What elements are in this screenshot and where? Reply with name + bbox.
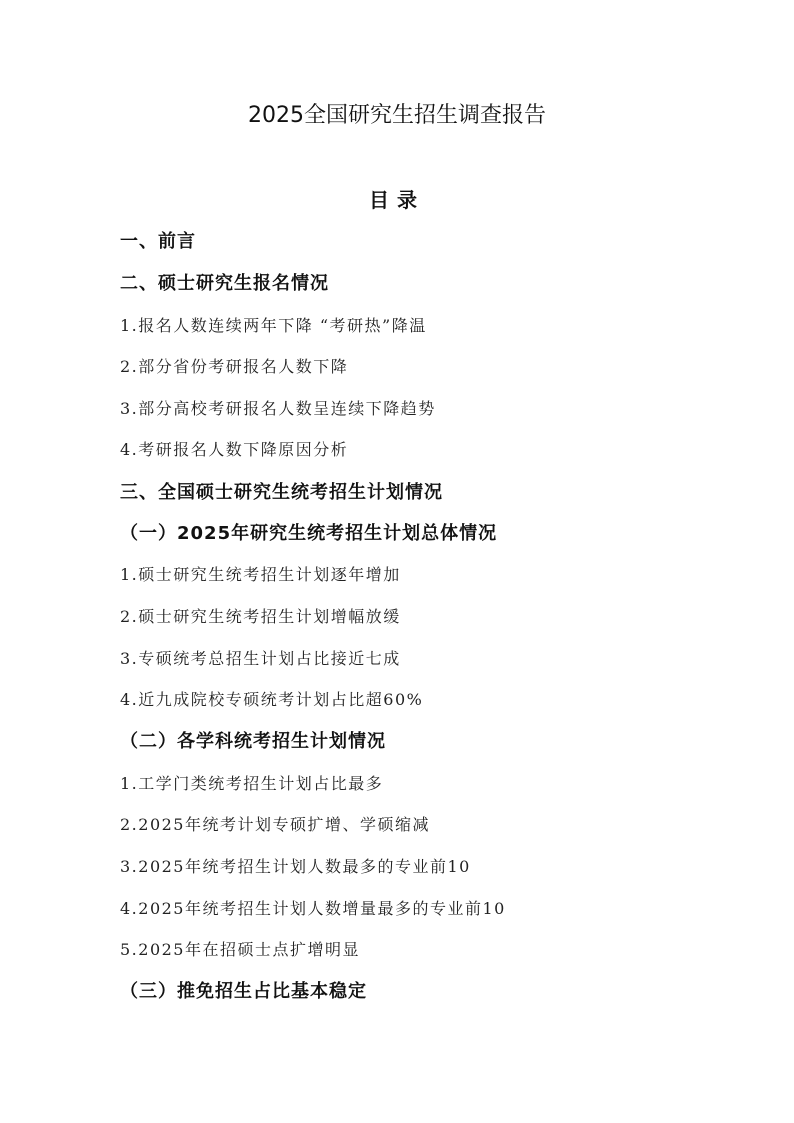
toc-item[interactable]: 3.2025年统考招生计划人数最多的专业前10 (120, 857, 471, 876)
toc-item[interactable]: 3.部分高校考研报名人数呈连续下降趋势 (120, 399, 436, 418)
toc-subsection[interactable]: （二）各学科统考招生计划情况 (120, 731, 386, 752)
toc-item[interactable]: 4.考研报名人数下降原因分析 (120, 440, 349, 459)
toc-heading: 目录 (369, 188, 425, 212)
toc-item[interactable]: 1.工学门类统考招生计划占比最多 (120, 774, 384, 793)
toc-item[interactable]: 2.部分省份考研报名人数下降 (120, 357, 349, 376)
toc-section-preface[interactable]: 一、前言 (120, 231, 196, 252)
toc-item[interactable]: 3.专硕统考总招生计划占比接近七成 (120, 649, 401, 668)
toc-subsection[interactable]: （三）推免招生占比基本稳定 (120, 981, 367, 1002)
toc-item[interactable]: 4.2025年统考招生计划人数增量最多的专业前10 (120, 899, 506, 918)
toc-item[interactable]: 2.硕士研究生统考招生计划增幅放缓 (120, 607, 401, 626)
toc-section-enrollment-plan[interactable]: 三、全国硕士研究生统考招生计划情况 (120, 482, 443, 503)
toc-item[interactable]: 2.2025年统考计划专硕扩增、学硕缩减 (120, 815, 430, 834)
toc-subsection[interactable]: （一）2025年研究生统考招生计划总体情况 (120, 523, 498, 544)
toc-item[interactable]: 1.硕士研究生统考招生计划逐年增加 (120, 565, 401, 584)
toc-item[interactable]: 5.2025年在招硕士点扩增明显 (120, 940, 360, 959)
toc-section-registration[interactable]: 二、硕士研究生报名情况 (120, 273, 329, 294)
toc-item[interactable]: 1.报名人数连续两年下降 “考研热”降温 (120, 316, 427, 335)
document-title: 2025全国研究生招生调查报告 (248, 103, 546, 128)
toc-item[interactable]: 4.近九成院校专硕统考计划占比超60% (120, 690, 424, 709)
